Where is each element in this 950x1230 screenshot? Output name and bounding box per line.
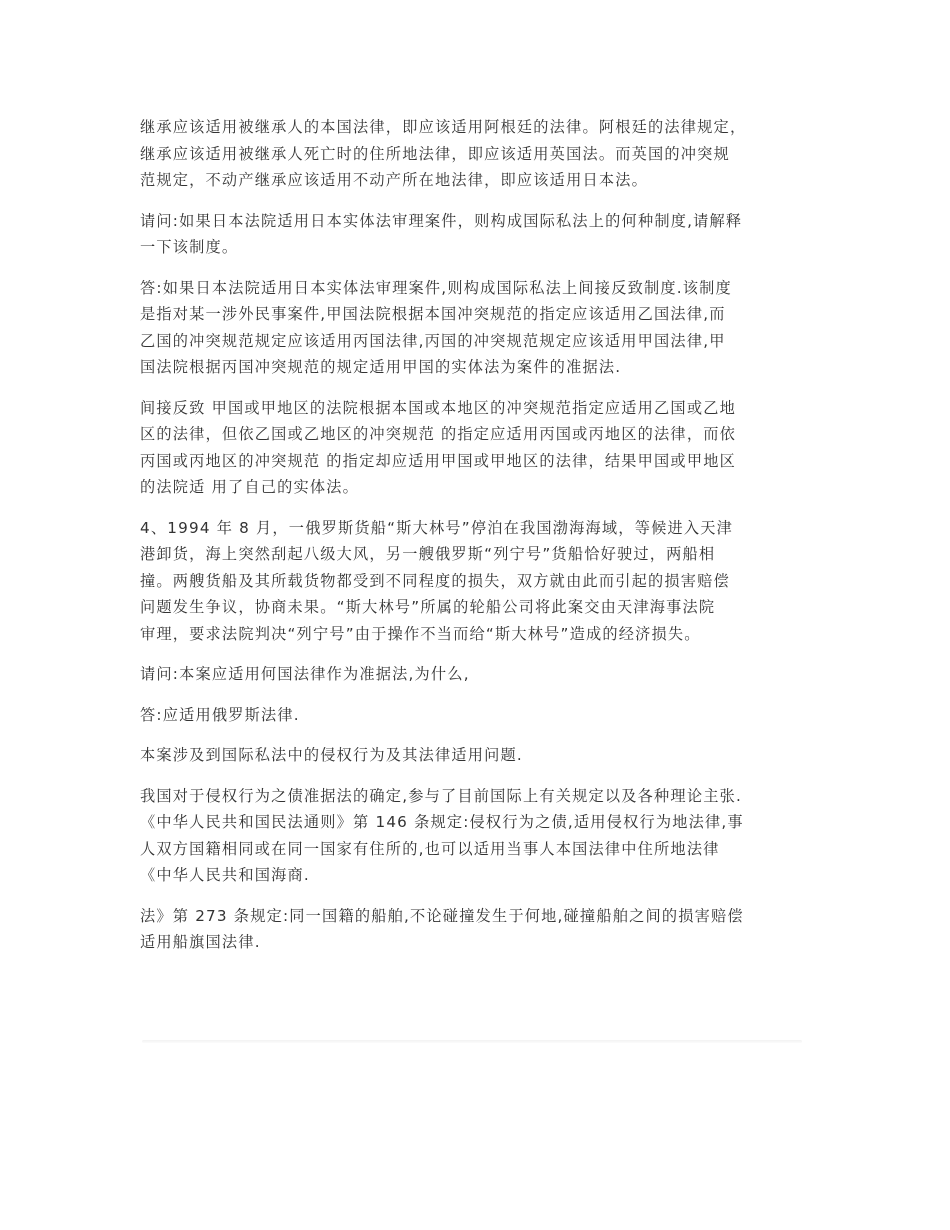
paragraph-question-2 xyxy=(140,661,816,688)
text-line: 一下该制度。 xyxy=(140,238,239,256)
text-line: 的法院适 用了自己的实体法。 xyxy=(140,478,360,496)
text-line: 《中华人民共和国民法通则》第 146 条规定:侵权行为之债,适用侵权行为地法律,事 xyxy=(140,813,744,831)
text-line: 审理，要求法院判决“列宁号”由于操作不当而给“斯大林号”造成的经济损失。 xyxy=(140,624,701,643)
paragraph-answer-2 xyxy=(140,702,816,729)
text-line: 请问:如果日本法院适用日本实体法审理案件，则构成国际私法上的何种制度,请解释 xyxy=(140,211,743,230)
text-line: 范规定，不动产继承应该适用不动产所在地法律，即应该适用日本法。 xyxy=(140,171,649,189)
paragraph-inheritance-rules xyxy=(140,114,816,194)
page-divider xyxy=(142,1040,802,1043)
text-line: 本案涉及到国际私法中的侵权行为及其法律适用问题. xyxy=(140,746,523,764)
text-line: 请问:本案应适用何国法律作为准据法,为什么, xyxy=(140,665,470,683)
text-line: 4、1994 年 8 月，一俄罗斯货船“斯大林号”停泊在我国渤海海域，等候进入天津 xyxy=(140,518,734,537)
text-line: 《中华人民共和国海商. xyxy=(140,866,310,884)
text-line: 间接反致 甲国或甲地区的法院根据本国或本地区的冲突规范指定应适用乙国或乙地 xyxy=(140,398,736,417)
text-line: 问题发生争议，协商未果。“斯大林号”所属的轮船公司将此案交由天津海事法院 xyxy=(140,598,716,616)
text-line: 答:应适用俄罗斯法律. xyxy=(140,705,300,724)
paragraph-case-topic xyxy=(140,742,816,769)
text-line: 区的法律，但依乙国或乙地区的冲突规范 的指定应适用丙国或丙地区的法律，而依 xyxy=(140,425,736,443)
paragraph-tort-law xyxy=(140,783,816,889)
text-line: 继承应该适用被继承人死亡时的住所地法律，即应该适用英国法。而英国的冲突规 xyxy=(140,144,730,163)
paragraph-indirect-renvoi xyxy=(140,395,816,501)
text-line: 乙国的冲突规范规定应该适用丙国法律,丙国的冲突规范规定应该适用甲国法律,甲 xyxy=(140,331,726,350)
text-line: 答:如果日本法院适用日本实体法审理案件,则构成国际私法上间接反致制度.该制度 xyxy=(140,278,732,297)
text-line: 法》第 273 条规定:同一国籍的船舶,不论碰撞发生于何地,碰撞船舶之间的损害赔偿 xyxy=(140,906,744,925)
paragraph-case-4 xyxy=(140,515,816,648)
text-line: 适用船旗国法律. xyxy=(140,933,261,951)
text-line: 港卸货，海上突然刮起八级大风，另一艘俄罗斯“列宁号”货船恰好驶过，两船相 xyxy=(140,545,716,563)
text-line: 撞。两艘货船及其所载货物都受到不同程度的损失，双方就由此而引起的损害赔偿 xyxy=(140,571,730,590)
paragraph-question-1 xyxy=(140,208,816,261)
text-line: 是指对某一涉外民事案件,甲国法院根据本国冲突规范的指定应该适用乙国法律,而 xyxy=(140,305,726,323)
text-line: 我国对于侵权行为之债准据法的确定,参与了目前国际上有关规定以及各种理论主张. xyxy=(140,786,743,805)
text-line: 国法院根据丙国冲突规范的规定适用甲国的实体法为案件的准据法. xyxy=(140,358,622,376)
paragraph-maritime-law xyxy=(140,903,816,956)
text-line: 丙国或丙地区的冲突规范 的指定却应适用甲国或甲地区的法律，结果甲国或甲地区 xyxy=(140,451,736,470)
text-line: 继承应该适用被继承人的本国法律，即应该适用阿根廷的法律。阿根廷的法律规定， xyxy=(140,118,747,136)
text-line: 人双方国籍相同或在同一国家有住所的,也可以适用当事人本国法律中住所地法律 xyxy=(140,839,720,858)
document-page xyxy=(140,114,816,970)
paragraph-answer-1 xyxy=(140,275,816,381)
